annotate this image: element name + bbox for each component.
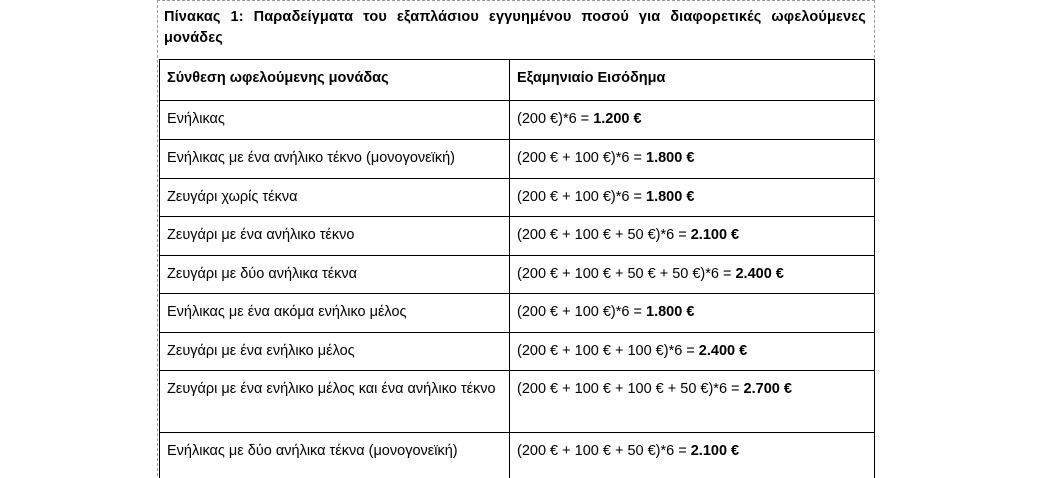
unit-cell: Ζευγάρι με ένα ενήλικο μέλος και ένα ανήλικο τέκνο bbox=[160, 371, 510, 433]
income-cell bbox=[510, 217, 875, 256]
formula-text: (200 € + 100 € + 50 € + 50 €)*6 = bbox=[517, 266, 736, 282]
income-value: 1.800 € bbox=[646, 189, 695, 205]
unit-cell: Ζευγάρι χωρίς τέκνα bbox=[160, 179, 510, 217]
header-cell-unit: Σύνθεση ωφελούμενης μονάδας bbox=[160, 60, 510, 101]
income-table bbox=[159, 59, 875, 478]
table-row bbox=[160, 294, 875, 333]
unit-cell: Ζευγάρι με δύο ανήλικα τέκνα bbox=[160, 256, 510, 294]
unit-cell: Ενήλικας bbox=[160, 101, 510, 140]
table-row bbox=[160, 371, 875, 433]
income-value: 1.800 € bbox=[646, 150, 695, 166]
income-value: 1.200 € bbox=[593, 111, 642, 127]
income-cell bbox=[510, 179, 875, 217]
income-cell bbox=[510, 371, 875, 433]
unit-cell: Ενήλικας με ένα ανήλικο τέκνο (μονογονεϊκή) bbox=[160, 140, 510, 179]
header-cell-income: Εξαμηνιαίο Εισόδημα bbox=[510, 60, 875, 101]
table-row bbox=[160, 333, 875, 371]
income-cell bbox=[510, 433, 875, 478]
income-cell bbox=[510, 140, 875, 179]
table-row bbox=[160, 256, 875, 294]
formula-text: (200 € + 100 €)*6 = bbox=[517, 304, 646, 320]
table-header-row bbox=[160, 60, 875, 101]
income-value: 2.100 € bbox=[690, 227, 740, 243]
table-caption: Πίνακας 1: Παραδείγματα του εξαπλάσιου εγγυημένου ποσού για διαφορετικές ωφελούμενες μονάδες bbox=[164, 9, 866, 46]
formula-text: (200 € + 100 €)*6 = bbox=[517, 150, 646, 166]
income-value: 2.100 € bbox=[690, 443, 740, 459]
income-value: 2.400 € bbox=[698, 343, 748, 359]
table-row bbox=[160, 217, 875, 256]
unit-cell: Ζευγάρι με ένα ενήλικο μέλος bbox=[160, 333, 510, 371]
income-value: 2.400 € bbox=[735, 266, 784, 282]
table-container bbox=[157, 0, 875, 476]
unit-cell: Ενήλικας με ένα ακόμα ενήλικο μέλος bbox=[160, 294, 510, 333]
formula-text: (200 € + 100 € + 100 €)*6 = bbox=[517, 343, 699, 359]
income-cell bbox=[510, 256, 875, 294]
formula-text: (200 € + 100 € + 100 € + 50 €)*6 = bbox=[517, 381, 744, 397]
table-row bbox=[160, 140, 875, 179]
income-cell bbox=[510, 101, 875, 140]
income-value: 2.700 € bbox=[743, 381, 792, 397]
income-value: 1.800 € bbox=[646, 304, 695, 320]
formula-text: (200 € + 100 € + 50 €)*6 = bbox=[517, 443, 691, 459]
formula-text: (200 € + 100 €)*6 = bbox=[517, 189, 646, 205]
table-row bbox=[160, 433, 875, 478]
income-cell bbox=[510, 333, 875, 371]
table-row bbox=[160, 179, 875, 217]
formula-text: (200 € + 100 € + 50 €)*6 = bbox=[517, 227, 691, 243]
income-cell bbox=[510, 294, 875, 333]
unit-cell: Ζευγάρι με ένα ανήλικο τέκνο bbox=[160, 217, 510, 256]
table-row bbox=[160, 101, 875, 140]
unit-cell: Ενήλικας με δύο ανήλικα τέκνα (μονογονεϊκή) bbox=[160, 433, 510, 478]
formula-text: (200 €)*6 = bbox=[517, 111, 594, 127]
